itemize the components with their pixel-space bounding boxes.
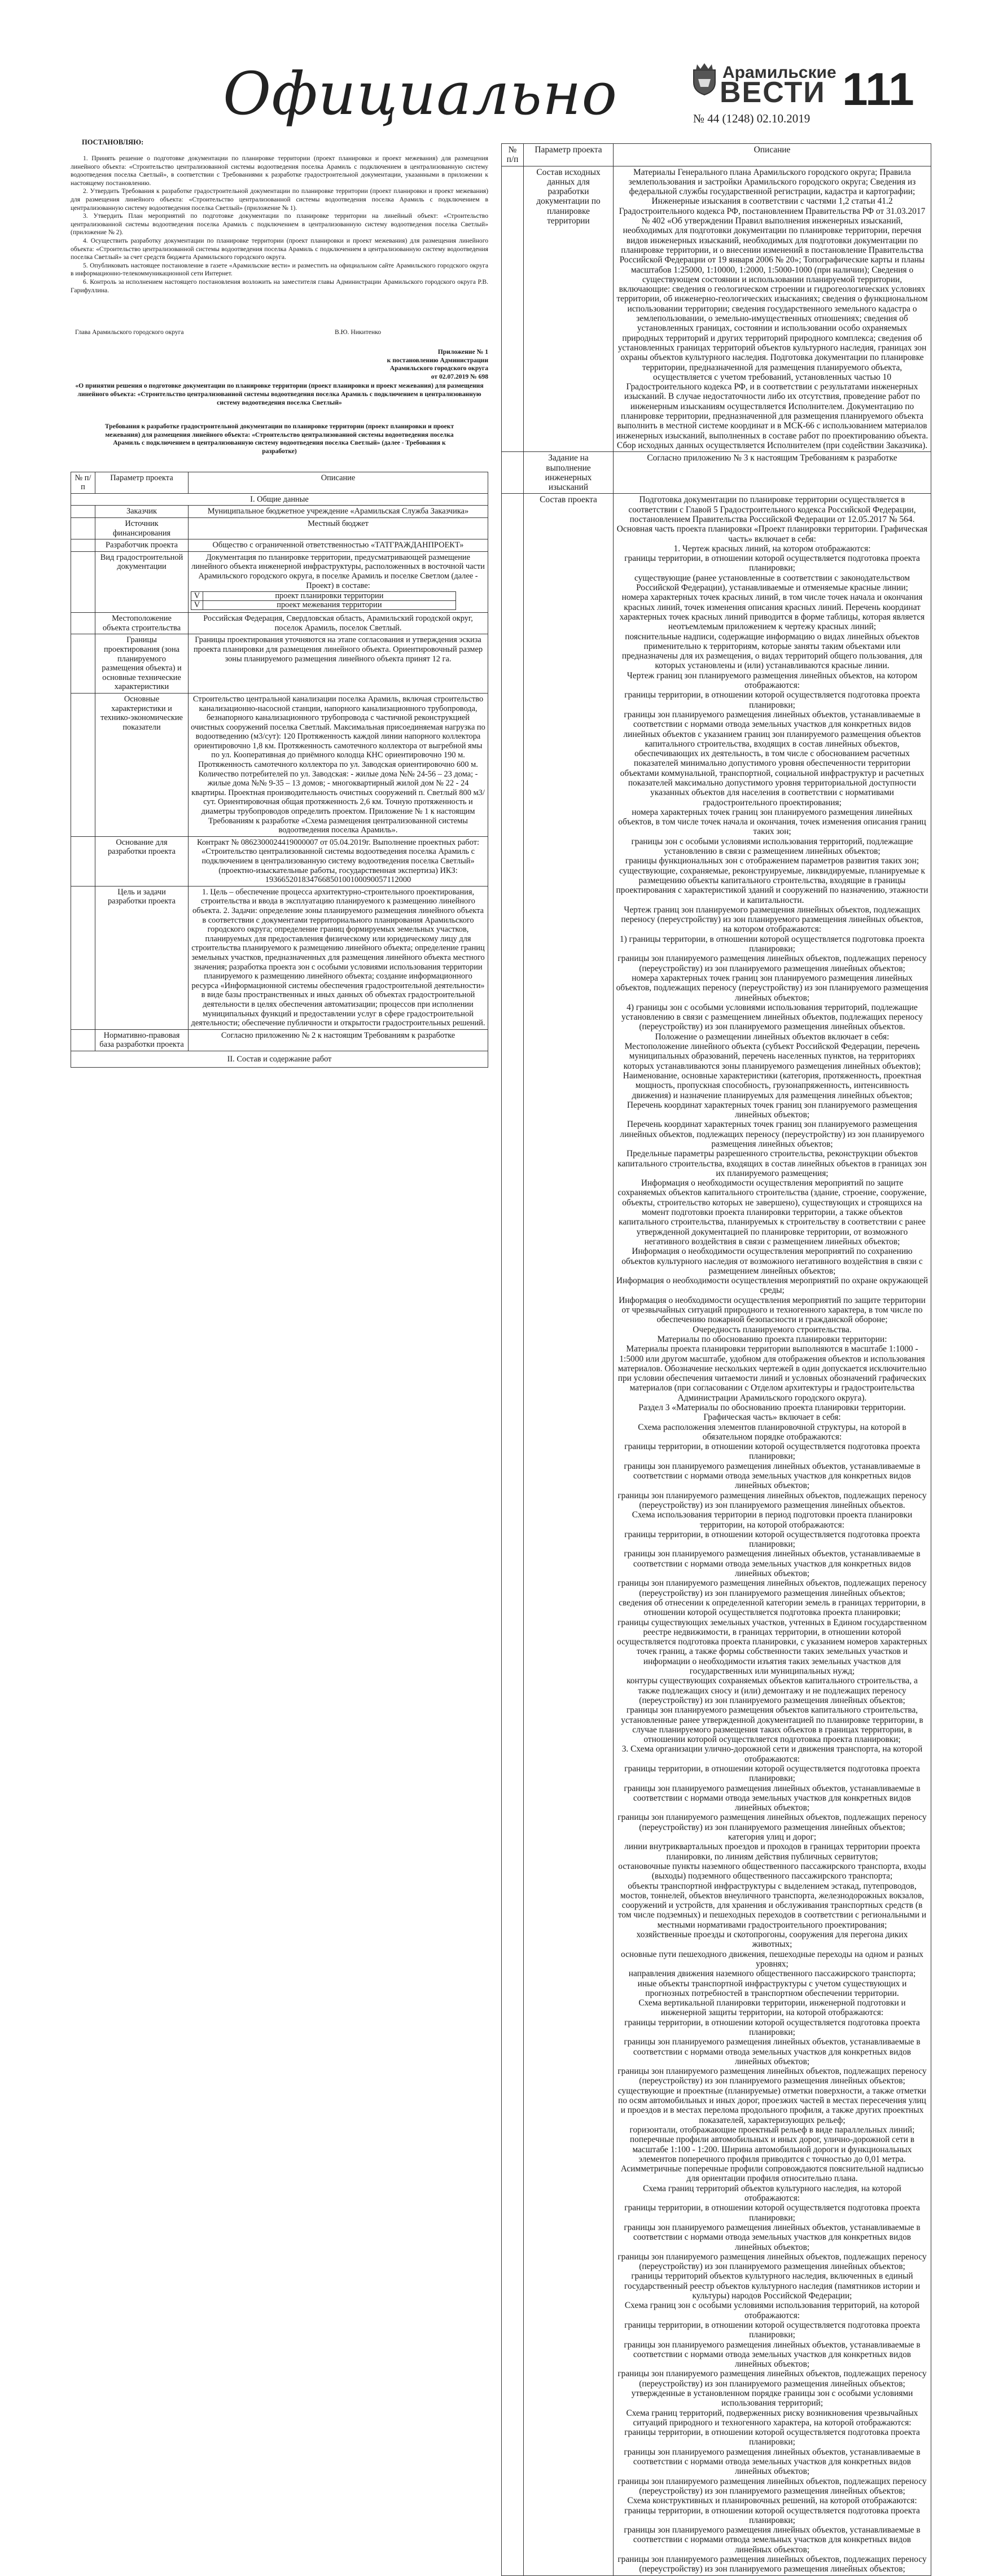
composition-line: границы территории, в отношении которой осуществляется подготовка проекта планировки; [624,2203,920,2223]
composition-line: номера характерных точек границ зон планируемого размещения линейных объектов, подлежащих переносу (переустройству) из зон планируемого размещения линейных объектов; [616,973,928,1003]
section-title-1: I. Общие данные [71,493,488,506]
checkbox-mark: V [191,592,203,601]
row-desc: Строительство центральной канализации поселка Арамиль, включая строительство канализационно-насосной станции, напорного канализационного трубопровода, безнапорного канализационного трубопровода с частичной реконструкцией очистных сооружений поселка Светлый. Максимальная присоединяемая нагрузка по водоотведению (м3/сут): 120 Протяженность каждой линии напорного коллектора ориентировочно 1,8 км. Протяженность самотечного коллектора от выгребной ямы по ул. Кооперативная до приёмного колодца КНС ориентировочно 190 м. Протяженность самотечного коллектора по ул. Заводская ориентировочно 600 м. Количество потребителей по ул. Заводская: - жилые дома №№ 24-56 – 23 дома; - жилые дома №№ 9-35 – 13 домов; - многоквартирный жилой дом № 22 - 24 квартиры. Проектная производительность очистных сооружений п. Светлый 800 м3/сут. Ориентировочная общая протяженность 2,6 км. Точную протяженность и диаметры трубопроводов определить проектом. Приложение № 1 к настоящим Требованиям к разработке «Схема размещения централизованной системы водоотведения поселка Арамиль». [189,693,488,836]
composition-line: границы зон планируемого размещения линейных объектов, подлежащих переносу (переустройству) из зон планируемого размещения линейных объектов; [617,2369,927,2389]
row-param: Состав исходных данных для разработки документации по планировке территории [524,166,614,452]
table-row [71,518,488,539]
composition-line: границы территорий объектов культурного наследия, включенных в единый государственный реестр объектов культурного наследия (памятников истории и культуры) народов Российской Федерации; [624,2271,920,2301]
composition-line: границы территории, в отношении которой осуществляется подготовка проекта планировки; [624,690,920,710]
table-row [71,506,488,518]
composition-line: Материалы проекта планировки территории выполняются в масштабе 1:1000 - 1:5000 или другом масштабе, удобном для отображения объектов и использования материалов. Обозначение нескольких чертежей в один допускается исключительно при условии обеспечения читаемости линий и условных обозначений графических материалов (при согласовании с Отделом архитектуры и градостроительства Администрации Арамильского городского округа). [617,1344,927,1403]
composition-line: Схема использования территории в период подготовки проекта планировки территории, на которой отображаются: [632,1510,913,1530]
composition-line: сведения об отнесении к определенной категории земель в границах территории, в отношении которой осуществляется подготовка проекта планировки; [619,1598,926,1618]
table-header-row [71,472,488,493]
row-param: Состав проекта [524,494,614,2575]
masthead [0,0,990,133]
issue-line: № 44 (1248) 02.10.2019 [693,112,811,125]
composition-line: хозяйственные проезды и скотопрогоны, сооружения для перегона диких животных; [636,1930,908,1950]
composition-line: Материалы по обоснованию проекта планировки территории: [657,1334,887,1344]
composition-line: Схема границ территорий объектов культурного наследия, на которой отображаются: [643,2183,901,2204]
annex-header [71,348,488,381]
composition-line: Чертеж границ зон планируемого размещения линейных объектов, на котором отображаются: [627,670,918,691]
composition-line: границы зон планируемого размещения линейных объектов, подлежащих переносу (переустройству) из зон планируемого размещения линейных объектов. [617,1490,927,1510]
brand-main: ВЕСТИ [720,76,826,109]
row-desc: Местный бюджет [189,518,488,539]
composition-line: объекты транспортной инфраструктуры с выделением эстакад, путепроводов, мостов, тоннелей, объектов внеуличного транспорта, железнодорожных вокзалов, сооружений и устройств, для хранения и обслуживания транспортных средств (в том числе подземных) и пешеходных переходов в соответствии с региональными и местными нормативами градостроительного проектирования; [617,1881,927,1930]
col-num: № п/п [502,144,524,166]
composition-line: границы зон планируемого размещения линейных объектов, устанавливаемые в соответствии с нормами отвода земельных участков для конкретных видов линейных объектов; [624,2037,921,2066]
composition-line: существующие, сохраняемые, реконструируемые, ликвидируемые, планируемые к размещению объекты капитального строительства, входящие в границы проектирования с характеристикой зданий и сооружений по назначению, этажности и капитальности. [616,866,928,905]
composition-line: границы территории, в отношении которой осуществляется подготовка проекта планировки; [624,1529,920,1550]
composition-line: Информация о необходимости осуществления мероприятий по защите сохраняемых объектов капитального строительства (здание, строение, сооружение, объекты, строительство которых не завершено), существующих и строящихся на момент подготовки проекта планировки территории, а также объектов капитального строительства, планируемых к строительству в соответствии с ранее утвержденной документацией по планировке территории, от возможного негативного воздействия в связи с размещением линейных объектов; [617,1178,927,1247]
composition-line: Схема конструктивных и планировочных решений, на которой отображаются: [627,2496,917,2506]
row-desc: Согласно приложению № 2 к настоящим Требованиям к разработке [189,1029,488,1051]
composition-line: Информация о необходимости осуществления мероприятий по охране окружающей среды; [616,1276,928,1296]
composition-line: Схема расположения элементов планировочной структуры, на которой в обязательном порядке отображаются: [638,1422,906,1442]
right-column [501,143,931,2576]
composition-label: проект межевания территории [203,601,456,610]
composition-line: границы зон планируемого размещения объектов капитального строительства, установленные ранее утвержденной документацией по планировке территории, в случае планируемого размещения таких объектов в границах территории, в отношении которой осуществляется подготовка проекта планировки; [621,1705,923,1745]
composition-line: Перечень координат характерных точек границ зон планируемого размещения линейных объектов, подлежащих переносу (переустройству) из зон планируемого размещения линейных объектов; [620,1120,925,1149]
composition-table [191,591,456,610]
row-desc: Контракт № 0862300024419000007 от 05.04.2019г. Выполнение проектных работ: «Строительство централизованной системы водоотведения поселка Арамиль с подключением в централизованную систему водоотведения поселка Светлый» (проектно-изыскательные работы, государственная экспертиза) ИКЗ: 193665201834766850100100090057112000 [189,836,488,886]
row-desc: Согласно приложению № 3 к настоящим Требованиям к разработке [614,452,931,494]
table-header-row [502,144,931,166]
composition-line: границы зон планируемого размещения линейных объектов, подлежащих переносу (переустройству) из зон планируемого размещения линейных объектов; [617,2066,927,2086]
table-row [71,836,488,886]
annex-line: к постановлению Администрации [387,356,488,364]
row-param: Нормативно-правовая база разработки проекта [95,1029,189,1051]
section-row [71,1051,488,1068]
composition-line: границы территории, в отношении которой осуществляется подготовка проекта планировки; [624,1442,920,1462]
composition-line: номера характерных точек границ зон планируемого размещения линейных объектов, в том числе точек начала и окончания, точек изменения описания границ таких зон; [618,807,926,837]
row-param: Разработчик проекта [95,539,189,552]
checkbox-mark: V [191,601,203,610]
coat-of-arms-icon [691,62,717,96]
composition-line: 1. Чертеж красных линий, на котором отображаются: [673,543,871,554]
composition-line: Очередность планируемого строительства. [693,1324,852,1335]
composition-line: 1) границы территории, в отношении которой осуществляется подготовка проекта планировки; [619,934,925,954]
row-param: Основные характеристики и технико-экономические показатели [95,693,189,836]
row-param: Границы проектирования (зона планируемого размещения объекта) и основные технические характеристики [95,634,189,694]
composition-line: 3. Схема организации улично-дорожной сети и движения транспорта, на которой отображаются: [621,1744,923,1764]
row-desc: Общество с ограниченной ответственностью «ТАТГРАЖДАНПРОЕКТ» [189,539,488,552]
composition-line: границы зон планируемого размещения линейных объектов, устанавливаемые в соответствии с нормами отвода земельных участков для конкретных видов линейных объектов; [624,2447,921,2477]
decree-item: 1. Принять решение о подготовке документации по планировке территории (проект планировки и проект межевания) для размещения линейного объекта: «Строительство централизованной системы водоотведения поселка Арамиль с подключением в централизованную систему водоотведения поселка Светлый», в соответствии с Требованиями к разработке градостроительной документации, указанными в приложении к настоящему постановлению. [71,155,488,187]
col-desc: Описание [189,472,488,493]
row-param: Основание для разработки проекта [95,836,189,886]
composition-line: поперечные профили автомобильных и иных дорог, улично-дорожной сети в масштабе 1:100 - 1:200. Ширина автомобильной дороги и функциональных элементов поперечного профиля приводится с точностью до 0,01 метра. Асимметричные поперечные профили сопровождаются пояснительной надписью для ориентации профиля относительно плана. [620,2135,924,2184]
composition-line: номера характерных точек красных линий, в том числе точек начала и окончания красных линий, точек изменения описания красных линий. Перечень координат характерных точек красных линий приводится в форме таблицы, которая является неотъемлемым приложением к чертежу красных линий; [619,593,925,632]
brand-top: Арамильские [722,63,836,82]
composition-line: горизонтали, отображающие проектный рельеф в виде параллельных линий; [629,2125,915,2135]
composition-line: Наименование, основные характеристики (категория, протяженность, проектная мощность, пропускная способность, грузонапряженность, интенсивность движения) и назначение планируемых для размещения линейных объектов; [623,1070,922,1100]
composition-line: границы зон планируемого размещения линейных объектов, подлежащих переносу (переустройству) из зон планируемого размещения линейных объектов; [617,2252,927,2272]
annex-line: Приложение № 1 [437,348,488,356]
composition-line: границы зон планируемого размещения линейных объектов, устанавливаемые в соответствии с нормами отвода земельных участков для конкретных видов линейных объектов; [624,2222,921,2252]
composition-line: границы зон с особыми условиями использования территорий, подлежащие установлению в связи с размещением линейных объектов; [631,836,913,857]
composition-line: Раздел 3 «Материалы по обоснованию проекта планировки территории. Графическая часть» включает в себя: [638,1403,906,1423]
composition-line: границы функциональных зон с отображением параметров развития таких зон; [625,856,919,866]
composition-line: границы зон планируемого размещения линейных объектов, устанавливаемые в соответствии с нормами отвода земельных участков для конкретных видов линейных объектов; [624,2525,921,2555]
composition-line: Перечень координат характерных точек границ зон планируемого размещения линейных объектов; [627,1100,918,1120]
composition-line: остановочные пункты наземного общественного пассажирского транспорта, входы (выходы) подземного общественного пассажирского транспорта; [618,1861,926,1881]
signature-name: В.Ю. Никитенко [335,328,382,336]
decree-item: 2. Утвердить Требования к разработке градостроительной документации по планировке территории (проект планировки и проект межевания) для размещения линейного объекта: «Строительство централизованной системы водоотведения поселка Арамиль с подключением в централизованную систему водоотведения поселка Светлый» (приложение № 1). [71,187,488,212]
decree-item: 6. Контроль за исполнением настоящего постановления возложить на заместителя главы Администрации Арамильского городского округа Р.В. Гарифуллина. [71,278,488,294]
table-row [71,1029,488,1051]
signature-position: Глава Арамильского городского округа [75,328,184,336]
decree-item: 5. Опубликовать настоящее постановление в газете «Арамильские вести» и разместить на официальном сайте Арамильского городского округа в информационно-телекоммуникационной сети Интернет. [71,261,488,278]
col-desc: Описание [614,144,931,166]
composition-line: Информация о необходимости осуществления мероприятий по сохранению объектов культурного наследия от возможного негативного воздействия в связи с размещением линейных объектов; [621,1247,923,1276]
composition-line: 4) границы зон с особыми условиями использования территорий, подлежащие установлению в связи с размещением линейных объектов, подлежащих переносу (переустройству) из зон планируемого размещения линейных объектов. [621,1002,923,1032]
left-column [71,138,488,1068]
col-num: № п/п [71,472,95,493]
requirements-table-continued [501,143,931,2576]
requirements-table [71,472,488,1068]
section-row [71,493,488,506]
composition-line: границы зон планируемого размещения линейных объектов, устанавливаемые в соответствии с нормами отвода земельных участков для конкретных видов линейных объектов с указанием границ зон планируемого размещения объектов капитального строительства, входящих в состав линейных объектов, обеспечивающих их деятельность, в том числе с обоснованием расчетных показателей минимально допустимого уровня обеспеченности территории объектами коммунальной, транспортной, социальной инфраструктур и расчетных показателей максимально допустимого уровня территориальной доступности указанных объектов для населения в соответствии с нормативами градостроительного проектирования; [620,709,925,808]
requirements-title: Требования к разработке градостроительной документации по планировке территории (проект планировки и проект межевания) для размещения линейного объекта: «Строительство централизованной системы водоотведения поселка Арамиль с подключением в централизованную систему водоотведения поселка Светлый» (далее - Требования к разработке) [104,423,454,455]
row-desc: Муниципальное бюджетное учреждение «Арамильская Служба Заказчика» [189,506,488,518]
composition-line: границы территории, в отношении которой осуществляется подготовка проекта планировки; [624,2320,920,2340]
composition-line: границы зон планируемого размещения линейных объектов, подлежащих переносу (переустройству) из зон планируемого размещения линейных объектов; [617,954,927,973]
composition-line: Подготовка документации по планировке территории осуществляется в соответствии с Главой 5 Градостроительного кодекса Российской Федерации, постановлением Правительства Российской Федерации от 12.05.2017 № 564. [628,495,916,524]
composition-line: пояснительные надписи, содержащие информацию о видах линейных объектов применительно к территориям, которые заняты таким объектами или предназначены для их размещения, о видах территорий общего пользования, для которых установлены и (или) устанавливаются красные линии. [621,631,923,671]
table-row [71,539,488,552]
composition-line: границы территории, в отношении которой осуществляется подготовка проекта планировки; [624,2505,920,2525]
composition-line: утвержденные в установленном порядке границы зон с особыми условиями использования территорий; [631,2388,913,2408]
signature [71,328,488,336]
composition-line: границы территории, в отношении которой осуществляется подготовка проекта планировки; [624,2017,920,2037]
composition-label: проект планировки территории [203,592,456,601]
row-param: Местоположение объекта строительства [95,613,189,634]
composition-line: границы зон планируемого размещения линейных объектов, подлежащих переносу (переустройству) из зон планируемого размещения линейных объектов; [617,1578,927,1598]
composition-line: линии внутриквартальных проездов и проходов в границах территории проекта планировки, по линиям действия публичных сервитутов; [624,1842,920,1862]
composition-line: границы зон планируемого размещения линейных объектов, устанавливаемые в соответствии с нормами отвода земельных участков для конкретных видов линейных объектов; [624,1461,921,1491]
composition-item [191,592,456,601]
table-row [71,551,488,612]
section-title: Официально [223,59,618,128]
composition-line: границы территории, в отношении которой осуществляется подготовка проекта планировки; [624,1763,920,1784]
composition-line: границы зон планируемого размещения линейных объектов, устанавливаемые в соответствии с нормами отвода земельных участков для конкретных видов линейных объектов; [624,1783,921,1813]
composition-line: границы существующих земельных участков, учтенных в Едином государственном реестре недвижимости, в границах территории, в отношении которой осуществляется подготовка проекта планировки, с указанием номеров характерных точек границ, а также формы собственности таких земельных участков и информации о необходимости изъятия таких земельных участков для государственных или муниципальных нужд; [617,1617,927,1677]
table-row [502,166,931,452]
composition-line: границы зон планируемого размещения линейных объектов, подлежащих переносу (переустройству) из зон планируемого размещения линейных объектов; [617,2555,927,2574]
composition-line: Схема границ зон с особыми условиями использования территорий, на которой отображаются: [624,2301,920,2320]
composition-text [614,494,931,2575]
row-param: Задание на выполнение инженерных изысканий [524,452,614,494]
composition-line: Схема вертикальной планировки территории, инженерной подготовки и инженерной защиты территории, на которой отображаются: [638,1998,906,2018]
table-row [71,613,488,634]
composition-line: категория улиц и дорог; [728,1832,817,1842]
col-param: Параметр проекта [95,472,189,493]
col-param: Параметр проекта [524,144,614,166]
composition-line: Чертеж границ зон планируемого размещения линейных объектов, подлежащих переносу (переустройству) из зон планируемого размещения линейных объектов, на котором отображаются: [621,905,923,934]
table-row [71,693,488,836]
composition-line: иные объекты транспортной инфраструктуры с учетом существующих и прогнозных потребностей в транспортном обеспечении территории. [637,1978,907,1998]
annex-line: от 02.07.2019 № 698 [431,372,488,380]
composition-line: Схема границ территорий, подверженных риску возникновения чрезвычайных ситуаций природного и техногенного характера, на которой отображаются: [626,2408,918,2428]
composition-line: границы территории, в отношении которой осуществляется подготовка проекта планировки; [624,554,920,573]
page-number: 111 [842,64,914,115]
composition-item [191,601,456,610]
table-row [502,452,931,494]
annex-line: Арамильского городского округа [389,365,488,372]
row-desc: Российская Федерация, Свердловская область, Арамильский городской округ, поселок Арамиль, поселок Светлый. [189,613,488,634]
annex-subject: «О принятии решения о подготовке документации по планировке территории (проект планировки и проект межевания) для размещения линейного объекта: «Строительство централизованной системы водоотведения поселка Арамиль с подключением в централизованную систему водоотведения поселка Светлый» [75,382,484,406]
composition-line: границы зон планируемого размещения линейных объектов, подлежащих переносу (переустройству) из зон планируемого размещения линейных объектов; [617,2476,927,2496]
row-param: Заказчик [95,506,189,518]
table-row [71,886,488,1029]
table-row [502,494,931,2575]
composition-line: Основная часть проекта планировки «Проект планировки территории. Графическая часть» включает в себя: [616,524,928,544]
section-title-2: II. Состав и содержание работ [71,1051,488,1068]
composition-line: существующие и проектные (планируемые) отметки поверхности, а также отметки по осям автомобильных и иных дорог, проезжих частей в местах пересечения улиц и проездов и в местах перелома продольного профиля, а также других проектных показателей, характеризующих рельеф; [617,2086,927,2125]
row-desc: Материалы Генерального плана Арамильского городского округа; Правила землепользования и застройки Арамильского городского округа; Сведения из федеральной службы государственной регистрации, кадастра и картографии; Инженерные изыскания в соответствии с частями 1,2 статьи 41.2 Градостроительного кодекса РФ, постановлением Правительства РФ от 31.03.2017 № 402 «Об утверждении Правил выполнения инженерных изысканий, необходимых для подготовки документации по планировке территории, перечня видов инженерных изысканий, необходимых для подготовки документации по планировке территории, и о внесении изменений в постановление Правительства Российской Федерации от 19 января 2006 № 20»; Топографические карты и планы масштабов 1:25000, 1:10000, 1:2000, 1:5000-1000 (при наличии); Сведения о существующем состоянии и использовании планируемой территории, включающие: сведения о геологическом строении и гидрогеологических условиях территории, об инженерно-геологических изысканиях; сведения о функциональном использовании территории; сведения государственного земельного кадастра о землепользовании, о земельно-имущественных отношениях; сведения об установленных границах, состоянии и использовании особо охраняемых природных территорий и других территорий природного комплекса; сведения об установленных границах территорий объектов культурного наследия, границах зон охраны объектов культурного наследия. Подготовка документации по планировке территории, предназначенной для размещения планируемого объекта, осуществляется с учетом требований, установленных частью 10 Градостроительного кодекса РФ, и в соответствии с результатами инженерных изысканий. В случае недостаточности либо их отсутствия, проведение работ по инженерным изысканиям осуществляется Исполнителем. Документацию по планировке территории, предназначенной для размещения планируемого объекта выполнить в местной системе координат и в МСК-66 с использованием материалов инженерных изысканий, выполненных в составе работ по проектированию объекта. Сбор исходных данных осуществляется Исполнителем (при содействии Заказчика). [614,166,931,452]
row-desc: Документация по планировке территории, предусматривающей размещение линейного объекта инженерной инфраструктуры, расположенных в восточной части Арамильского городского округа, в поселке Арамиль и поселке Светлом (далее - Проект) в составе: [191,552,485,590]
composition-line: Информация о необходимости осуществления мероприятий по защите территории от чрезвычайных ситуаций природного и техногенного характера, в том числе по обеспечению пожарной безопасности и гражданской обороне; [619,1295,926,1325]
row-param: Вид градостроительной документации [95,551,189,612]
composition-line: существующие (ранее установленные в соответствии с законодательством Российской Федерации), устанавливаемые и отменяемые красные линии; [634,573,910,593]
row-param: Источник финансирования [95,518,189,539]
composition-line: основные пути пешеходного движения, пешеходные переходы на одном и разных уровнях; [620,1949,924,1969]
decree-item: 3. Утвердить План мероприятий по подготовке документации по планировке территории на линейный объект: «Строительство централизованной системы водоотведения поселка Арамиль с подключением в централизованную систему водоотведения поселка Светлый» (приложение № 2). [71,212,488,236]
composition-line: направления движения наземного общественного пассажирского транспорта; [628,1969,916,1979]
decree-head: ПОСТАНОВЛЯЮ: [82,138,144,146]
row-desc: 1. Цель – обеспечение процесса архитектурно-строительного проектирования, строительства и ввода в эксплуатацию планируемого к размещению линейного объекта. 2. Задачи: определение зоны планируемого размещения линейного объекта в соответствии с документами территориального планирования Арамильского городского округа; определение границ формируемых земельных участков, планируемых для предоставления физическому или юридическому лицу для строительства планируемого к размещению линейного объекта; определение границ земельных участков, предназначенных для размещения линейного объекта местного значения; разработка проекта зон с особыми условиями использования территории планируемого к размещению линейного объекта; создание информационного ресурса «Информационной системы обеспечения градостроительной деятельности» в виде базы пространственных и иных данных об объектах градостроительной деятельности в целях обеспечения автоматизации; процессов при исполнении муниципальных функций и предоставлении услуг в сфере градостроительной деятельности; обеспечение публичности и открытости градостроительных решений. [189,886,488,1029]
composition-line: Местоположение линейного объекта (субъект Российской Федерации, перечень муниципальных образований, перечень населенных пунктов, на территориях которых устанавливаются зоны планируемого размещения линейных объектов); [623,1042,921,1071]
row-desc: Границы проектирования уточняются на этапе согласования и утверждения эскиза проекта планировки для размещения линейного объекта. Ориентировочный размер зоны планируемого размещения линейного объекта принят 12 га. [189,634,488,694]
composition-line: Положение о размещении линейных объектов включает в себя: [655,1032,890,1042]
decree-item: 4. Осуществить разработку документации по планировке территории (проект планировки и проект межевания) для размещения линейного объекта: «Строительство централизованной системы водоотведения поселка Арамиль с подключением в централизованную систему водоотведения поселка Светлый» за счет средств бюджета Арамильского городского округа. [71,236,488,261]
composition-line: границы территории, в отношении которой осуществляется подготовка проекта планировки; [624,2428,920,2447]
composition-line: контуры существующих сохраняемых объектов капитального строительства, а также подлежащих сносу и (или) демонтажу и не подлежащих переносу (переустройству) из зон планируемого размещения линейных объектов; [627,1676,918,1705]
composition-line: границы зон планируемого размещения линейных объектов, устанавливаемые в соответствии с нормами отвода земельных участков для конкретных видов линейных объектов; [624,2340,921,2369]
composition-line: границы зон планируемого размещения линейных объектов, подлежащих переносу (переустройству) из зон планируемого размещения линейных объектов; [617,1813,927,1832]
composition-line: Предельные параметры разрешенного строительства, реконструкции объектов капитального строительства, входящих в состав линейных объектов в границах зон их планируемого размещения; [617,1149,927,1178]
table-row [71,634,488,694]
row-param: Цель и задачи разработки проекта [95,886,189,1029]
composition-line: границы зон планируемого размещения линейных объектов, устанавливаемые в соответствии с нормами отвода земельных участков для конкретных видов линейных объектов; [624,1549,921,1579]
